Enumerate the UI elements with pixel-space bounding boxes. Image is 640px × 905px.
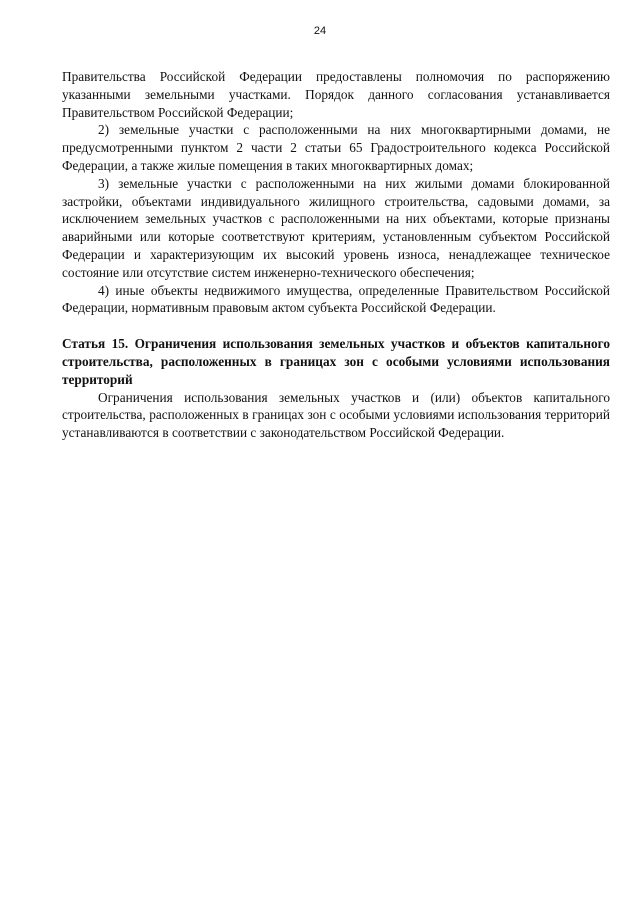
list-item-2: 2) земельные участки с расположенными на них многоквартирными домами, не предусмотренными пунктом 2 части 2 статьи 65 Градостроительного кодекса Российской Федерации, а также жилые помещения в таких многоквартирных домах; xyxy=(62,122,610,173)
article-heading: Статья 15. Ограничения использования земельных участков и объектов капитального строительства, расположенных в границах зон с особыми условиями использования территорий xyxy=(62,336,610,387)
list-item-4: 4) иные объекты недвижимого имущества, определенные Правительством Российской Федерации, нормативным правовым актом субъекта Российской Федерации. xyxy=(62,282,610,316)
paragraph-continuation: Правительства Российской Федерации предоставлены полномочия по распоряжению указанными земельными участками. Порядок данного согласования устанавливается Правительством Российской Федерации; xyxy=(62,69,610,120)
page-number: 24 xyxy=(313,25,327,37)
document-body xyxy=(62,68,610,442)
list-item-3: 3) земельные участки с расположенными на них жилыми домами блокированной застройки, объектами индивидуального жилищного строительства, садовыми домами, за исключением земельных участков с расположенными на них объектами, которые признаны аварийными или которые соответствуют критериям, установленным субъектом Российской Федерации и характеризующим их высокий уровень износа, ненадлежащее техническое состояние или отсутствие систем инженерно-технического обеспечения; xyxy=(62,175,610,280)
article-body: Ограничения использования земельных участков и (или) объектов капитального строительства, расположенных в границах зон с особыми условиями использования территорий устанавливаются в соответствии с законодательством Российской Федерации. xyxy=(62,389,610,441)
